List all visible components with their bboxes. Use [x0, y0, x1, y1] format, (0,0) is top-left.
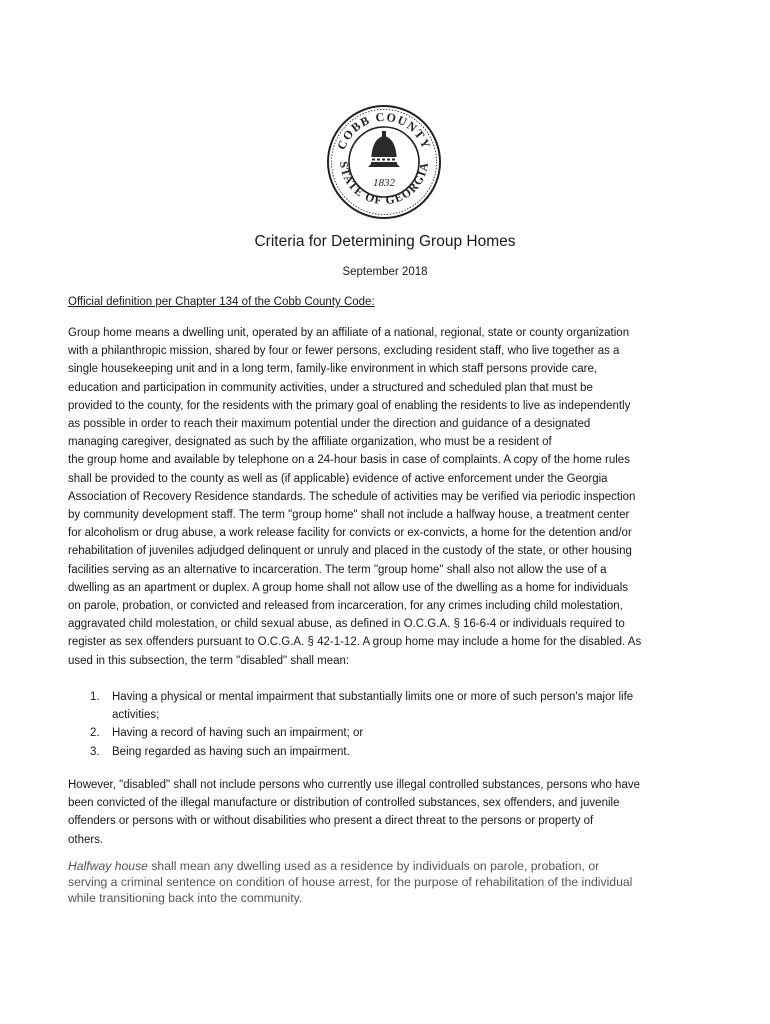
- paragraph-line: dwelling as an apartment or duplex. A group home shall not allow use of the dwelling as a home for individuals: [68, 581, 629, 594]
- paragraph-line: [68, 859, 708, 875]
- list-item-line: Being regarded as having such an impairment.: [112, 745, 350, 758]
- paragraph-line: single housekeeping unit and in a long term, family-like environment in which staff persons provide care,: [68, 363, 598, 376]
- paragraph-line: register as sex offenders pursuant to O.C.G.A. § 42-1-12. A group home may include a home for the disabled. As: [68, 636, 642, 649]
- paragraph-line: rehabilitation of juveniles adjudged delinquent or unruly and placed in the custody of the state, or other housing: [68, 545, 632, 558]
- paragraph-line: serving a criminal sentence on condition of house arrest, for the purpose of rehabilitation of the individual: [68, 874, 633, 889]
- list-item-line: Having a record of having such an impairment; or: [112, 727, 364, 740]
- svg-text:COBB COUNTY: COBB COUNTY: [334, 109, 434, 152]
- svg-text:1832: 1832: [373, 177, 395, 189]
- paragraph-line: facilities serving as an alternative to incarceration. The term "group home" shall also not allow the use of a: [68, 563, 607, 576]
- document-title: Criteria for Determining Group Homes: [254, 233, 516, 250]
- definition-heading: Official definition per Chapter 134 of the Cobb County Code:: [68, 296, 375, 308]
- list-item: [68, 688, 704, 724]
- paragraph-line: by community development staff. The term "group home" shall not include a halfway house, a treatment center: [68, 509, 630, 522]
- halfway-line-rest: shall mean any dwelling used as a residence by individuals on parole, probation, or: [147, 859, 600, 873]
- svg-text:STATE OF GEORGIA: STATE OF GEORGIA: [336, 160, 432, 208]
- paragraph-line: the group home and available by telephone on a 24-hour basis in case of complaints. A copy of the home rules: [68, 454, 630, 467]
- paragraph-line: used in this subsection, the term "disabled" shall mean:: [68, 654, 350, 667]
- list-item-line: activities;: [112, 709, 160, 722]
- paragraph-line: However, "disabled" shall not include persons who currently use illegal controlled substances, persons who have: [68, 779, 640, 791]
- paragraph-line: with a philanthropic mission, shared by four or fewer persons, excluding resident staff, who live together as a: [68, 345, 620, 358]
- cobb-county-seal-logo: [326, 104, 442, 220]
- halfway-house-term: Halfway house: [68, 859, 148, 873]
- group-home-definition-paragraph: [68, 324, 704, 670]
- paragraph-line: provided to the county, for the residents with the primary goal of enabling the residents to live as independently: [68, 399, 631, 412]
- paragraph-line: others.: [68, 833, 104, 846]
- document-date: September 2018: [342, 266, 428, 278]
- list-number: 2.: [90, 727, 100, 740]
- paragraph-line: managing caregiver, designated as such by the affiliate organization, who must be a resident of: [68, 436, 552, 449]
- list-number: 3.: [90, 745, 100, 758]
- disabled-definition-list: [68, 688, 704, 761]
- paragraph-line: for alcoholism or drug abuse, a work release facility for convicts or ex-convicts, a home for the detention and/or: [68, 527, 632, 540]
- paragraph-line: Association of Recovery Residence standards. The schedule of activities may be verified via periodic inspection: [68, 490, 636, 503]
- list-item: [68, 743, 704, 761]
- list-item-line: Having a physical or mental impairment that substantially limits one or more of such person's major life: [112, 691, 634, 703]
- paragraph-line: offenders or persons with or without disabilities who present a direct threat to the persons or property of: [68, 815, 594, 828]
- list-number: 1.: [90, 691, 100, 703]
- paragraph-line: on parole, probation, or convicted and released from incarceration, for any crimes including child molestation,: [68, 600, 623, 613]
- list-item: [68, 724, 704, 742]
- paragraph-line: education and participation in community activities, under a structured and scheduled plan that must be: [68, 381, 593, 394]
- disabled-exclusion-paragraph: [68, 776, 708, 849]
- halfway-house-definition: [68, 859, 708, 906]
- paragraph-line: while transitioning back into the community.: [68, 890, 303, 905]
- paragraph-line: been convicted of the illegal manufacture or distribution of controlled substances, sex offenders, and juvenile: [68, 797, 620, 810]
- paragraph-line: shall be provided to the county as well as (if applicable) evidence of active enforcement under the Georgia: [68, 472, 608, 485]
- paragraph-line: Group home means a dwelling unit, operated by an affiliate of a national, regional, state or county organization: [68, 327, 630, 339]
- paragraph-line: aggravated child molestation, or child sexual abuse, as defined in O.C.G.A. § 16-6-4 or individuals required to: [68, 618, 625, 631]
- paragraph-line: as possible in order to reach their maximum potential under the direction and guidance of a designated: [68, 418, 591, 431]
